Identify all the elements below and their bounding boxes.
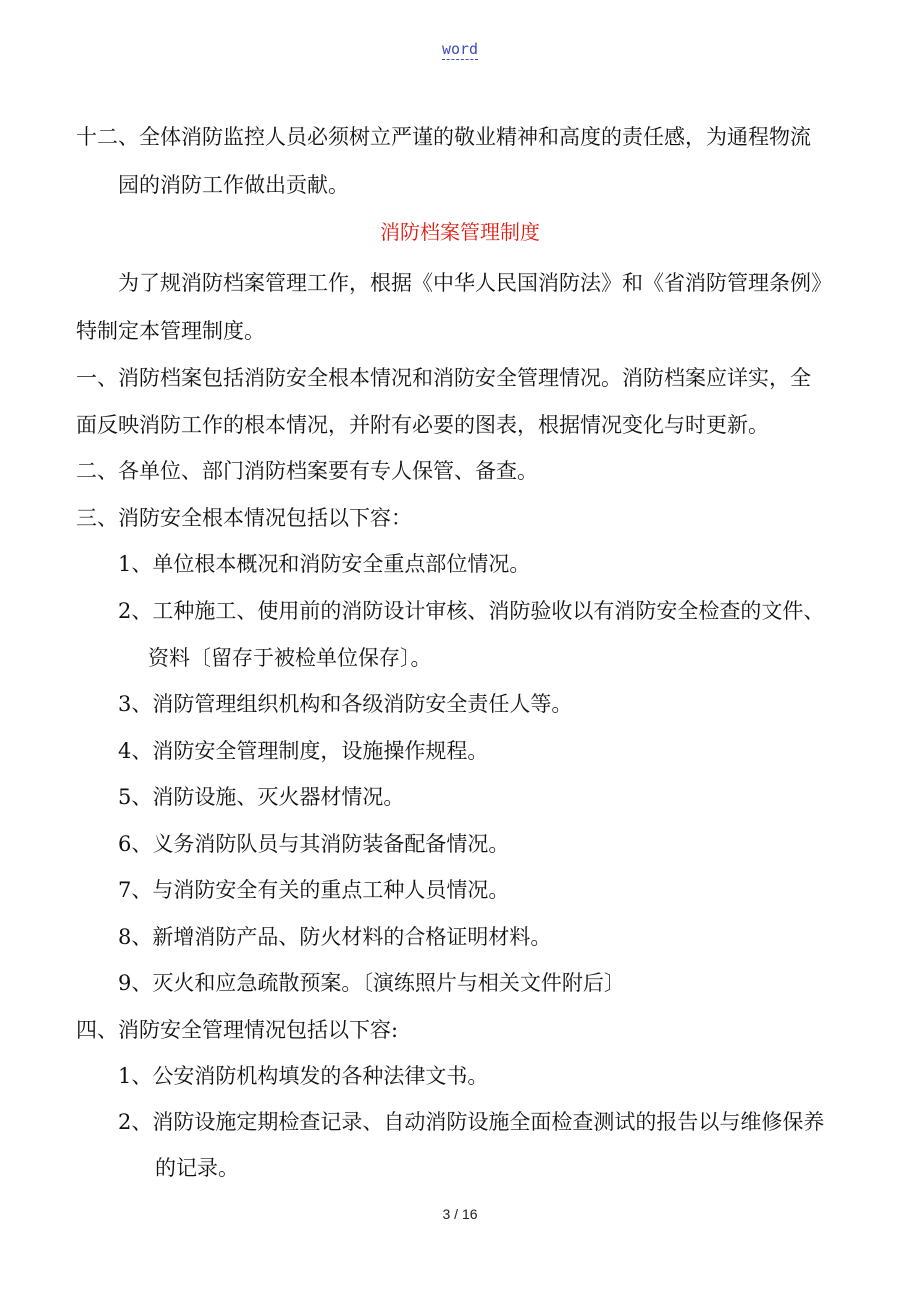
- item-1-line-1: 一、消防档案包括消防安全根本情况和消防安全管理情况。消防档案应详实，全: [76, 366, 811, 390]
- item-4-heading: 四、消防安全管理情况包括以下容:: [76, 1018, 399, 1042]
- item-3-sub-8: 8、新增消防产品、防火材料的合格证明材料。: [118, 925, 552, 949]
- preamble-line-1: 为了规消防档案管理工作，根据《中华人民国消防法》和《省消防管理条例》: [118, 271, 832, 295]
- item-4-sub-1: 1、公安消防机构填发的各种法律文书。: [118, 1064, 489, 1088]
- item-3-sub-5: 5、消防设施、灭火器材情况。: [118, 785, 405, 809]
- page-header: [0, 40, 920, 58]
- item-3-sub-1: 1、单位根本概况和消防安全重点部位情况。: [118, 552, 531, 576]
- page-number: 3 / 16: [442, 1206, 478, 1222]
- item-3-sub-9: 9、灭火和应急疏散预案。〔演练照片与相关文件附后〕: [118, 971, 625, 995]
- section-12-line-1: 十二、全体消防监控人员必须树立严谨的敬业精神和高度的责任感，为通程物流: [76, 125, 811, 149]
- preamble-line-2: 特制定本管理制度。: [76, 319, 265, 343]
- item-3-sub-2-line-1: 2、工种施工、使用前的消防设计审核、消防验收以有消防安全检查的文件、: [118, 599, 825, 623]
- section-12-line-2: 园的消防工作做出贡献。: [118, 173, 349, 197]
- item-3-sub-3: 3、消防管理组织机构和各级消防安全责任人等。: [118, 692, 573, 716]
- item-1-line-2: 面反映消防工作的根本情况，并附有必要的图表，根据情况变化与时更新。: [76, 413, 769, 437]
- item-3-sub-4: 4、消防安全管理制度，设施操作规程。: [118, 739, 489, 763]
- item-3-sub-2-line-2: 资料〔留存于被检单位保存〕。: [148, 646, 432, 670]
- header-word-link[interactable]: word: [441, 40, 479, 58]
- item-4-sub-2-line-2: 的记录。: [155, 1156, 239, 1180]
- item-3-sub-6: 6、义务消防队员与其消防装备配备情况。: [118, 832, 510, 856]
- item-2: 二、各单位、部门消防档案要有专人保管、备查。: [76, 459, 538, 483]
- item-3-heading: 三、消防安全根本情况包括以下容：: [76, 506, 412, 530]
- item-3-sub-7: 7、与消防安全有关的重点工种人员情况。: [118, 878, 510, 902]
- document-title: 消防档案管理制度: [380, 220, 540, 244]
- item-4-sub-2-line-1: 2、消防设施定期检查记录、自动消防设施全面检查测试的报告以与维修保养: [118, 1110, 825, 1134]
